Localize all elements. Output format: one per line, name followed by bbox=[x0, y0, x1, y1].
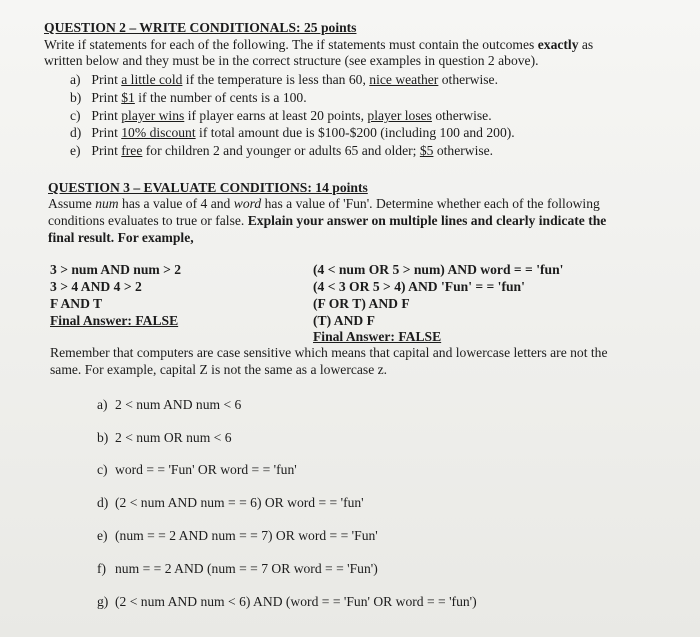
item-marker: b) bbox=[70, 90, 82, 105]
outcome-text: $1 bbox=[121, 90, 135, 105]
item-text: if the temperature is less than 60, bbox=[182, 72, 370, 87]
condition-text: word = = 'Fun' OR word = = 'fun' bbox=[115, 462, 297, 477]
outcome-text: player wins bbox=[121, 108, 185, 123]
example-right-step: (F OR T) AND F bbox=[313, 296, 410, 311]
item-marker: a) bbox=[70, 72, 81, 87]
example-right-step: (T) AND F bbox=[313, 313, 375, 328]
example-left-step: 3 > num AND num > 2 bbox=[50, 262, 182, 277]
q3-intro-text: has a value of 'Fun'. Determine whether each of the following bbox=[261, 196, 600, 211]
q2-intro-text: Write if statements for each of the following. The if statements must contain the outcomes bbox=[44, 37, 538, 52]
item-marker: b) bbox=[97, 430, 109, 445]
condition-text: (2 < num AND num < 6) AND (word = = 'Fun' OR word = = 'fun') bbox=[115, 594, 477, 609]
q2-intro-emphasis: exactly bbox=[537, 37, 579, 52]
q3-intro-emphasis: final result. bbox=[48, 230, 115, 245]
variable-name: num bbox=[95, 196, 119, 211]
outcome-text: $5 bbox=[419, 143, 434, 158]
q3-item-e bbox=[97, 528, 378, 544]
item-text: otherwise. bbox=[431, 108, 492, 123]
q2-item-c bbox=[70, 108, 492, 124]
outcome-text: free bbox=[121, 143, 143, 158]
q3-item-a bbox=[97, 397, 241, 413]
case-note-line-1: Remember that computers are case sensitive which means that capital and lowercase letters are not the bbox=[50, 345, 608, 360]
outcome-text: nice weather bbox=[369, 72, 439, 87]
condition-text: 2 < num OR num < 6 bbox=[115, 430, 232, 445]
item-marker: d) bbox=[97, 495, 109, 510]
condition-text: (num = = 2 AND num = = 7) OR word = = 'Fun' bbox=[115, 528, 378, 543]
q3-item-b bbox=[97, 430, 232, 446]
example-right-final-answer: Final Answer: FALSE bbox=[313, 329, 442, 344]
q3-intro-text: has a value of 4 and bbox=[118, 196, 234, 211]
q2-item-b bbox=[70, 90, 307, 106]
condition-text: (2 < num AND num = = 6) OR word = = 'fun' bbox=[115, 495, 364, 510]
condition-text: num = = 2 AND (num = = 7 OR word = = 'Fun') bbox=[115, 561, 378, 576]
item-text: Print bbox=[91, 108, 122, 123]
q3-intro-text: Assume bbox=[48, 196, 96, 211]
item-marker: e) bbox=[70, 143, 81, 158]
variable-name: word bbox=[233, 196, 262, 211]
item-marker: a) bbox=[97, 397, 108, 412]
q3-item-c bbox=[97, 462, 297, 478]
q3-item-d bbox=[97, 495, 364, 511]
item-marker: d) bbox=[70, 125, 82, 140]
item-text: Print bbox=[91, 125, 122, 140]
item-text: otherwise. bbox=[438, 72, 498, 87]
q2-item-e bbox=[70, 143, 493, 159]
q3-title: QUESTION 3 – EVALUATE CONDITIONS: 14 points bbox=[48, 180, 368, 195]
q3-intro-emphasis: Explain your answer on multiple lines and clearly indicate the bbox=[247, 213, 607, 228]
q2-item-a bbox=[70, 72, 498, 88]
q2-title: QUESTION 2 – WRITE CONDITIONALS: 25 points bbox=[44, 20, 357, 35]
item-marker: c) bbox=[97, 462, 108, 477]
q2-intro-text-end: as bbox=[578, 37, 594, 52]
outcome-text: player loses bbox=[367, 108, 432, 123]
example-right-step: (4 < num OR 5 > num) AND word = = 'fun' bbox=[313, 262, 564, 277]
q2-intro-line-2: written below and they must be in the correct structure (see examples in question 2 above). bbox=[44, 53, 539, 68]
q3-item-f bbox=[97, 561, 378, 577]
case-note-line-2: same. For example, capital Z is not the same as a lowercase z. bbox=[50, 362, 388, 377]
q3-intro-emphasis: For example, bbox=[114, 230, 194, 245]
item-text: Print bbox=[91, 72, 122, 87]
outcome-text: 10% discount bbox=[121, 125, 196, 140]
item-marker: e) bbox=[97, 528, 108, 543]
q3-intro-line-3 bbox=[48, 230, 194, 246]
q3-intro-line-2 bbox=[48, 213, 606, 229]
item-text: if player earns at least 20 points, bbox=[184, 108, 368, 123]
q2-intro-line-1 bbox=[44, 37, 593, 53]
q3-intro-text: conditions evaluates to true or false. bbox=[48, 213, 248, 228]
item-text: if total amount due is $100-$200 (including 100 and 200). bbox=[195, 125, 515, 140]
outcome-text: a little cold bbox=[121, 72, 183, 87]
item-marker: f) bbox=[97, 561, 107, 576]
example-left-final-answer: Final Answer: FALSE bbox=[50, 313, 179, 328]
item-text: Print bbox=[91, 90, 122, 105]
example-right-step: (4 < 3 OR 5 > 4) AND 'Fun' = = 'fun' bbox=[313, 279, 525, 294]
item-text: Print bbox=[91, 143, 122, 158]
item-text: for children 2 and younger or adults 65 and older; bbox=[142, 143, 420, 158]
example-left-step: F AND T bbox=[50, 296, 103, 311]
item-marker: c) bbox=[70, 108, 81, 123]
item-text: otherwise. bbox=[433, 143, 494, 158]
item-text: if the number of cents is a 100. bbox=[134, 90, 307, 105]
condition-text: 2 < num AND num < 6 bbox=[115, 397, 242, 412]
q3-intro-line-1 bbox=[48, 196, 600, 212]
q2-item-d bbox=[70, 125, 515, 141]
item-marker: g) bbox=[97, 594, 109, 609]
example-left-step: 3 > 4 AND 4 > 2 bbox=[50, 279, 142, 294]
q3-item-g bbox=[97, 594, 477, 610]
